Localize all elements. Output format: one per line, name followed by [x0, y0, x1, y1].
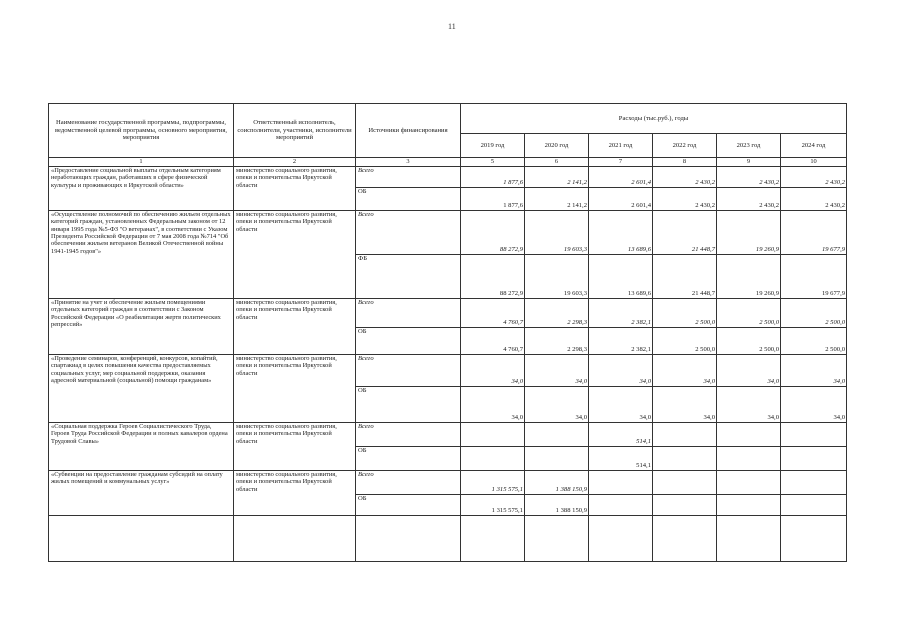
total-value: 2 430,2 — [717, 167, 781, 188]
total-value — [589, 471, 653, 495]
total-value: 1 877,6 — [461, 167, 525, 188]
empty-cell — [356, 516, 461, 562]
source-budget: ОБ — [356, 495, 461, 516]
page-number: 11 — [448, 22, 456, 31]
header-expenses: Расходы (тыс.руб.), годы — [461, 104, 847, 134]
ob-value: 4 760,7 — [461, 328, 525, 355]
program-name: «Проведение семинаров, конференций, конкурсов, копайтий, спартакиад в целях повышения качества предоставляемых социальных услуг, мер социальной поддержки, оказания адресной материальной (социальной) помощи гражданам» — [49, 355, 234, 423]
header-executor: Ответственный исполнитель, соисполнители, участники, исполнители мероприятий — [234, 104, 356, 158]
total-value: 13 689,6 — [589, 211, 653, 255]
empty-cell — [589, 516, 653, 562]
ob-value: 2 601,4 — [589, 188, 653, 211]
ob-value — [781, 495, 847, 516]
total-value: 19 677,9 — [781, 211, 847, 255]
table-row — [49, 471, 847, 495]
ob-value: 2 141,2 — [525, 188, 589, 211]
total-value — [781, 471, 847, 495]
header-year: 2020 год — [525, 134, 589, 158]
total-value: 19 260,9 — [717, 211, 781, 255]
total-value: 21 448,7 — [653, 211, 717, 255]
index-cell: 7 — [589, 158, 653, 167]
source-budget: ОБ — [356, 188, 461, 211]
total-value — [653, 423, 717, 447]
total-value: 4 760,7 — [461, 299, 525, 328]
index-cell: 9 — [717, 158, 781, 167]
header-year: 2023 год — [717, 134, 781, 158]
ob-value: 34,0 — [781, 387, 847, 423]
total-value: 1 315 575,1 — [461, 471, 525, 495]
index-cell: 3 — [356, 158, 461, 167]
total-value: 34,0 — [461, 355, 525, 387]
empty-cell — [234, 516, 356, 562]
total-value: 2 500,0 — [717, 299, 781, 328]
ob-value: 19 677,9 — [781, 255, 847, 299]
source-total: Всего — [356, 423, 461, 447]
header-year: 2022 год — [653, 134, 717, 158]
index-cell: 8 — [653, 158, 717, 167]
executor-name: министерство социального развития, опеки и попечительства Иркутской области — [234, 471, 356, 516]
table-row — [49, 211, 847, 255]
ob-value: 2 430,2 — [717, 188, 781, 211]
header-year: 2024 год — [781, 134, 847, 158]
ob-value: 514,1 — [589, 447, 653, 471]
ob-value — [781, 447, 847, 471]
index-row — [49, 158, 847, 167]
ob-value: 2 430,2 — [781, 188, 847, 211]
total-value: 514,1 — [589, 423, 653, 447]
ob-value: 1 388 150,9 — [525, 495, 589, 516]
program-name: «Осуществление полномочий по обеспечению жильем отдельных категорий граждан, установленных Федеральным законом от 12 января 1995 года №5-ФЗ "О ветеранах", в соответствии с Указом Президента Российской Федерации от 7 мая 2008 года №714 "Об обеспечении жильем ветеранов Великой Отечественной войны 1941-1945 годов"» — [49, 211, 234, 299]
source-total: Всего — [356, 299, 461, 328]
index-cell: 1 — [49, 158, 234, 167]
source-budget: ОБ — [356, 387, 461, 423]
program-name: «Субвенции на предоставление гражданам субсидий на оплату жилых помещений и коммунальных услуг» — [49, 471, 234, 516]
ob-value: 19 260,9 — [717, 255, 781, 299]
total-value — [525, 423, 589, 447]
ob-value — [589, 495, 653, 516]
empty-cell — [717, 516, 781, 562]
total-value: 1 388 150,9 — [525, 471, 589, 495]
total-value: 34,0 — [525, 355, 589, 387]
ob-value: 13 689,6 — [589, 255, 653, 299]
empty-cell — [781, 516, 847, 562]
total-value: 34,0 — [717, 355, 781, 387]
total-value: 2 500,0 — [653, 299, 717, 328]
program-name: «Предоставление социальной выплаты отдельным категориям неработающих граждан, работавших в сфере физической культуры и проживающих в Иркутской области» — [49, 167, 234, 211]
ob-value: 2 298,3 — [525, 328, 589, 355]
total-value: 88 272,9 — [461, 211, 525, 255]
table-row — [49, 167, 847, 188]
source-total: Всего — [356, 355, 461, 387]
total-value: 34,0 — [781, 355, 847, 387]
total-value: 2 601,4 — [589, 167, 653, 188]
ob-value: 1 877,6 — [461, 188, 525, 211]
ob-value: 21 448,7 — [653, 255, 717, 299]
empty-cell — [525, 516, 589, 562]
ob-value: 34,0 — [525, 387, 589, 423]
program-name: «Социальная поддержка Героев Социалистического Труда, Героев Труда Российской Федерации и полных кавалеров ордена Трудовой Славы» — [49, 423, 234, 471]
table-row — [49, 299, 847, 328]
total-value: 34,0 — [653, 355, 717, 387]
total-value: 2 430,2 — [781, 167, 847, 188]
ob-value: 2 382,1 — [589, 328, 653, 355]
total-value — [653, 471, 717, 495]
ob-value: 34,0 — [717, 387, 781, 423]
ob-value: 2 500,0 — [781, 328, 847, 355]
ob-value: 1 315 575,1 — [461, 495, 525, 516]
index-cell: 2 — [234, 158, 356, 167]
executor-name: министерство социального развития, опеки и попечительства Иркутской области — [234, 355, 356, 423]
source-total: Всего — [356, 211, 461, 255]
source-total: Всего — [356, 471, 461, 495]
ob-value: 19 603,3 — [525, 255, 589, 299]
program-name: «Принятие на учет и обеспечение жильем помещениями отдельных категорий граждан в соответствии с Законом Российской Федерации «О реабилитации жертв политических репрессий» — [49, 299, 234, 355]
total-value: 2 430,2 — [653, 167, 717, 188]
ob-value: 2 500,0 — [653, 328, 717, 355]
header-program: Наименование государственной программы, подпрограммы, ведомственной целевой программы, основного мероприятия, мероприятия — [49, 104, 234, 158]
executor-name: министерство социального развития, опеки и попечительства Иркутской области — [234, 211, 356, 299]
empty-cell — [49, 516, 234, 562]
ob-value — [525, 447, 589, 471]
empty-cell — [461, 516, 525, 562]
executor-name: министерство социального развития, опеки и попечительства Иркутской области — [234, 299, 356, 355]
ob-value: 2 430,2 — [653, 188, 717, 211]
source-budget: ОБ — [356, 447, 461, 471]
ob-value: 34,0 — [653, 387, 717, 423]
table-row — [49, 355, 847, 387]
total-value: 2 298,3 — [525, 299, 589, 328]
ob-value — [461, 447, 525, 471]
total-value — [461, 423, 525, 447]
total-value — [717, 423, 781, 447]
source-total: Всего — [356, 167, 461, 188]
header-year: 2021 год — [589, 134, 653, 158]
source-budget: ОБ — [356, 328, 461, 355]
total-value: 2 382,1 — [589, 299, 653, 328]
total-value — [717, 471, 781, 495]
header-source: Источники финансирования — [356, 104, 461, 158]
total-value — [781, 423, 847, 447]
table-row — [49, 423, 847, 447]
executor-name: министерство социального развития, опеки и попечительства Иркутской области — [234, 167, 356, 211]
ob-value — [717, 495, 781, 516]
index-cell: 6 — [525, 158, 589, 167]
total-value: 19 603,3 — [525, 211, 589, 255]
total-value: 2 500,0 — [781, 299, 847, 328]
total-value: 34,0 — [589, 355, 653, 387]
ob-value — [717, 447, 781, 471]
ob-value: 2 500,0 — [717, 328, 781, 355]
ob-value: 34,0 — [589, 387, 653, 423]
index-cell: 10 — [781, 158, 847, 167]
ob-value — [653, 495, 717, 516]
ob-value: 34,0 — [461, 387, 525, 423]
budget-table — [48, 103, 847, 562]
source-budget: ФБ — [356, 255, 461, 299]
ob-value: 88 272,9 — [461, 255, 525, 299]
header-year: 2019 год — [461, 134, 525, 158]
index-cell: 5 — [461, 158, 525, 167]
empty-cell — [653, 516, 717, 562]
executor-name: министерство социального развития, опеки и попечительства Иркутской области — [234, 423, 356, 471]
total-value: 2 141,2 — [525, 167, 589, 188]
table-row-empty — [49, 516, 847, 562]
ob-value — [653, 447, 717, 471]
